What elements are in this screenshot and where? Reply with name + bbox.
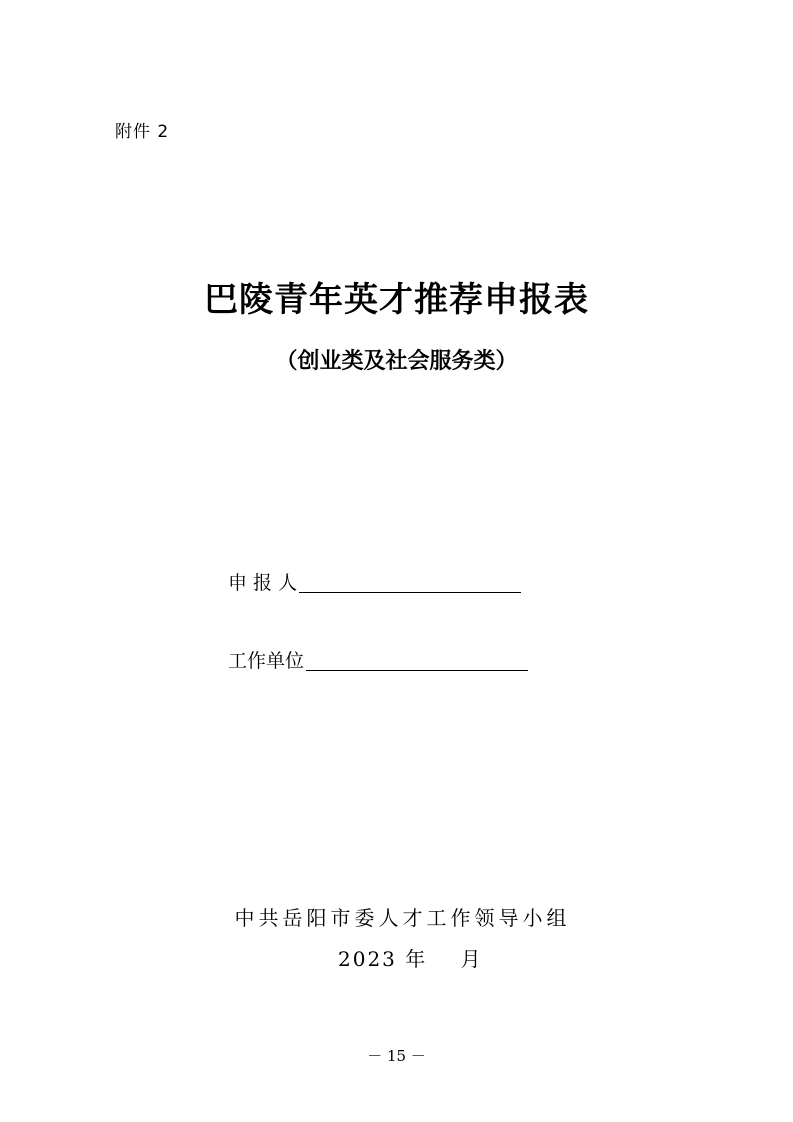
applicant-label: 申 报 人: [228, 572, 298, 594]
attachment-label: 附件 2: [115, 122, 170, 142]
work-unit-field: [228, 650, 528, 673]
applicant-blank-line: [299, 591, 521, 593]
applicant-field: [228, 572, 521, 595]
document-subtitle: （创业类及社会服务类）: [275, 349, 518, 374]
work-unit-blank-line: [306, 669, 528, 671]
page-number: － 15 －: [367, 1047, 426, 1065]
document-title: 巴陵青年英才推荐申报表: [204, 280, 589, 320]
work-unit-label: 工作单位: [228, 650, 305, 672]
issuing-organization: 中共岳阳市委人才工作领导小组: [234, 906, 571, 930]
issue-date: 2023 年 月: [338, 947, 483, 971]
